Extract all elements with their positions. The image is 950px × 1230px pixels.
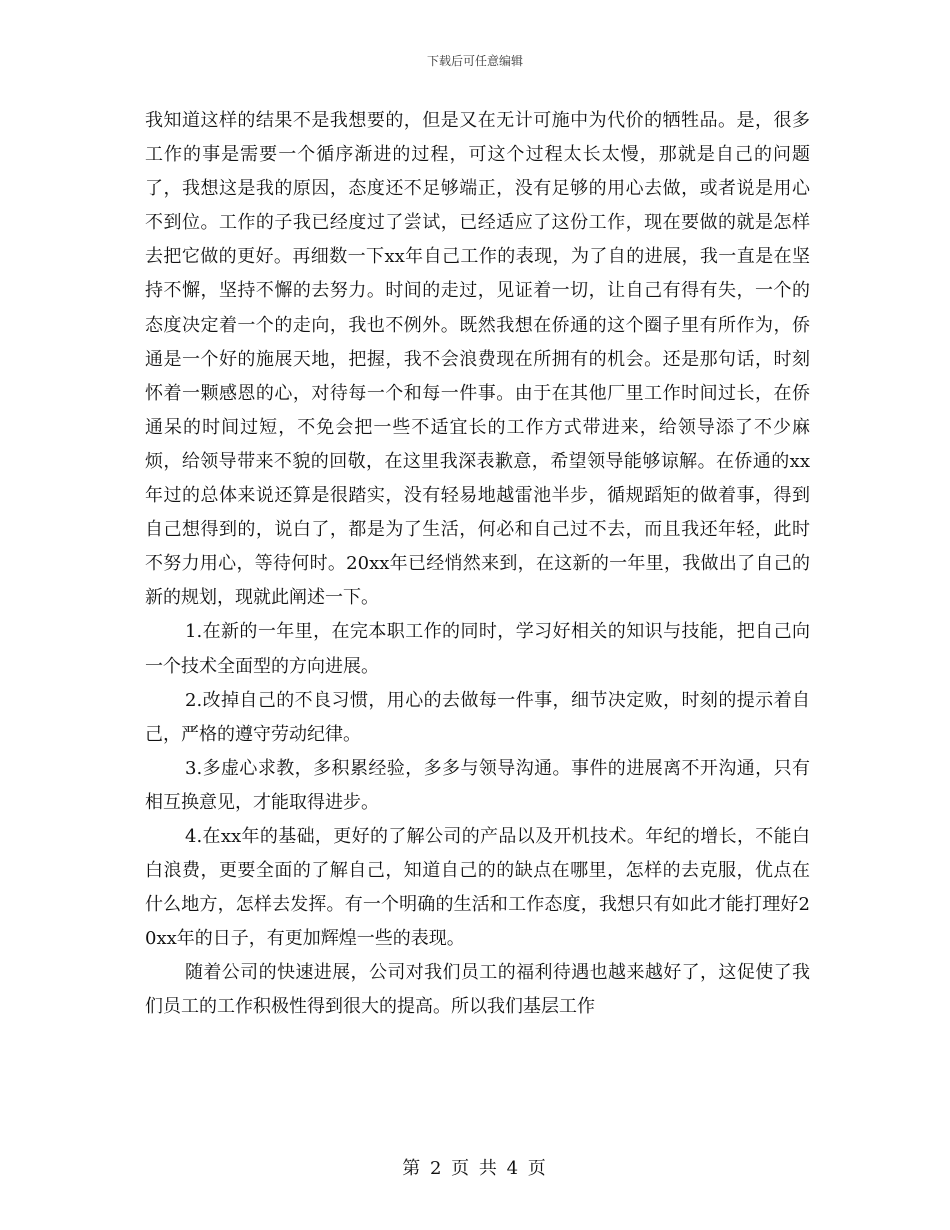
plan-item-4: 4.在xx年的基础，更好的了解公司的产品以及开机技术。年纪的增长，不能白白浪费，更要全面的了解自己，知道自己的的缺点在哪里，怎样的去克服，优点在什么地方，怎样去发挥。有一个明确的生活和工作态度，我想只有如此才能打理好20xx年的日子，有更加辉煌一些的表现。 <box>145 825 810 950</box>
plan-item-2: 2.改掉自己的不良习惯，用心的去做每一件事，细节决定败，时刻的提示着自己，严格的遵守劳动纪律。 <box>145 689 810 745</box>
page-header-note: 下载后可任意编辑 <box>426 54 523 68</box>
page-number-footer: 第 2 页 共 4 页 <box>402 1158 548 1179</box>
plan-item-3: 3.多虚心求教，多积累经验，多多与领导沟通。事件的进展离不开沟通，只有相互换意见，才能取得进步。 <box>145 757 810 813</box>
document-body <box>145 104 810 1025</box>
body-paragraph: 我知道这样的结果不是我想要的，但是又在无计可施中为代价的牺牲品。是，很多工作的事是需要一个循序渐进的过程，可这个过程太长太慢，那就是自己的问题了，我想这是我的原因，态度还不足够端正，没有足够的用心去做，或者说是用心不到位。工作的子我已经度过了尝试，已经适应了这份工作，现在要做的就是怎样去把它做的更好。再细数一下xx年自己工作的表现，为了自的进展，我一直是在坚持不懈，坚持不懈的去努力。时间的走过，见证着一切，让自己有得有失，一个的态度决定着一个的走向，我也不例外。既然我想在侨通的这个圈子里有所作为，侨通是一个好的施展天地，把握，我不会浪费现在所拥有的机会。还是那句话，时刻怀着一颗感恩的心，对待每一个和每一件事。由于在其他厂里工作时间过长，在侨通呆的时间过短，不免会把一些不适宜长的工作方式带进来，给领导添了不少麻烦，给领导带来不貌的回敬，在这里我深表歉意，希望领导能够谅解。在侨通的xx年过的总体来说还算是很踏实，没有轻易地越雷池半步，循规蹈矩的做着事，得到自己想得到的，说白了，都是为了生活，何必和自己过不去，而且我还年轻，此时不努力用心，等待何时。20xx年已经悄然来到，在这新的一年里，我做出了自己的新的规划，现就此阐述一下。 <box>145 110 810 609</box>
body-paragraph-closing: 随着公司的快速进展，公司对我们员工的福利待遇也越来越好了，这促使了我们员工的工作积极性得到很大的提高。所以我们基层工作 <box>145 962 810 1018</box>
plan-item-1: 1.在新的一年里，在完本职工作的同时，学习好相关的知识与技能，把自己向一个技术全面型的方向进展。 <box>145 621 810 677</box>
